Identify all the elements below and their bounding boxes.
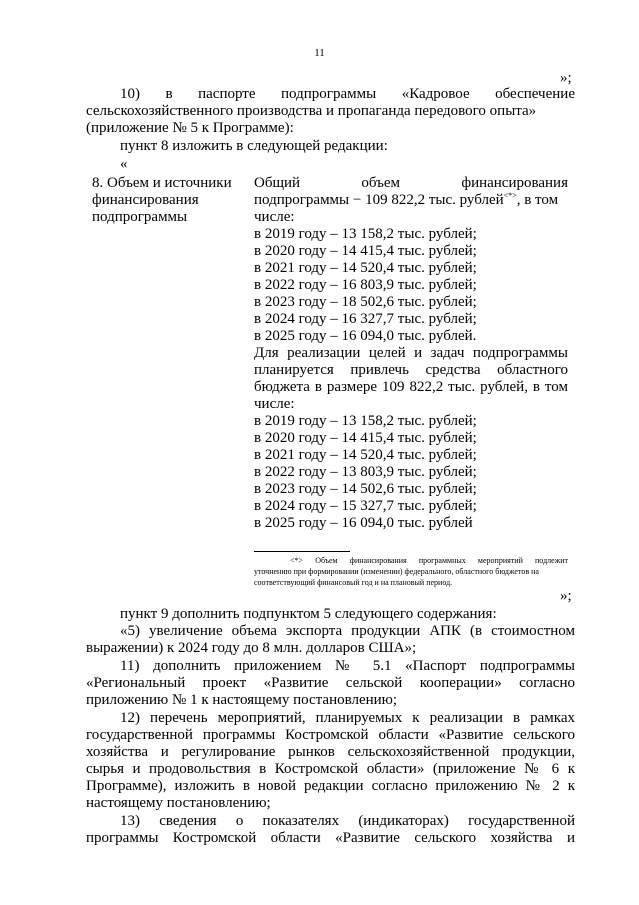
intro-line-3: (приложение № 5 к Программе):: [86, 120, 294, 136]
year-amount: в 2019 году – 13 158,2 тыс. рублей;: [254, 413, 477, 429]
body-line: сырья и продовольствия в Костромской области» (приложение № 6 к: [86, 761, 575, 777]
footnote-text: Объем финансирования программных мероприятий подлежит: [315, 556, 568, 565]
body-line: Программе), изложить в новой редакции согласно приложению № 2 к: [86, 778, 575, 794]
table-right-line-3: числе:: [254, 209, 295, 225]
body-line: программы Костромской области «Развитие сельского хозяйства и: [86, 830, 575, 846]
word: финансирования: [461, 175, 568, 191]
para2-line: Для реализации целей и задач подпрограммы: [254, 345, 568, 361]
year-amount: в 2021 году – 14 520,4 тыс. рублей;: [254, 260, 477, 276]
table-left-line: финансирования: [92, 192, 199, 208]
footnote-line-2: уточнению при формировании (изменении) федерального, областного бюджетов на: [254, 567, 539, 576]
word: обеспечение: [495, 86, 575, 102]
body-line: 11) дополнить приложением № 5.1 «Паспорт подпрограммы: [120, 658, 575, 674]
body-line: выражении) к 2024 году до 8 млн. долларов США»;: [86, 640, 417, 656]
body-line: настоящему постановлению;: [86, 795, 271, 811]
footnote-separator: [254, 551, 350, 552]
body-line: 13) сведения о показателях (индикаторах) государственной: [120, 813, 575, 829]
word: в: [165, 86, 173, 102]
total-amount-text: подпрограммы − 109 822,2 тыс. рублей: [254, 192, 504, 208]
para2-line: бюджета в размере 109 822,2 тыс. рублей, в том: [254, 379, 568, 395]
body-line: 12) перечень мероприятий, планируемых к реализации в рамках: [120, 710, 575, 726]
word: Общий: [254, 175, 301, 191]
table-right-line-1: [254, 175, 568, 192]
year-amount: в 2022 году – 13 803,9 тыс. рублей;: [254, 464, 477, 480]
body-line: пункт 9 дополнить подпунктом 5 следующего содержания:: [120, 606, 497, 622]
word: «Кадровое: [401, 86, 470, 102]
intro-line-1: [120, 86, 575, 103]
closing-quote-bottom: »;: [560, 588, 572, 604]
opening-quote: «: [120, 156, 128, 172]
year-amount: в 2025 году – 16 094,0 тыс. рублей: [254, 515, 473, 531]
body-line: государственной программы Костромской области «Развитие сельского: [86, 727, 575, 743]
para2-line: числе:: [254, 396, 295, 412]
year-amount: в 2023 году – 18 502,6 тыс. рублей;: [254, 294, 477, 310]
table-left-line: 8. Объем и источники: [92, 175, 232, 191]
para2-line: планируется привлечь средства областного: [254, 362, 568, 378]
footnote-mark: <*>: [503, 191, 517, 200]
body-line: хозяйства и регулирование рынков сельскохозяйственной продукции,: [86, 744, 575, 760]
year-amount: в 2021 году – 14 520,4 тыс. рублей;: [254, 447, 477, 463]
table-left-line: подпрограммы: [92, 209, 188, 225]
year-amount: в 2024 году – 16 327,7 тыс. рублей;: [254, 311, 477, 327]
year-amount: в 2023 году – 14 502,6 тыс. рублей;: [254, 481, 477, 497]
footnote-line-3: соответствующий финансовый год и на плановый период.: [254, 578, 453, 587]
word: 10): [120, 86, 140, 102]
intro-line-4: пункт 8 изложить в следующей редакции:: [120, 138, 388, 154]
word: объем: [361, 175, 401, 191]
word: паспорте: [198, 86, 256, 102]
body-line: приложению № 1 к настоящему постановлению;: [86, 692, 398, 708]
footnote-line-1: [254, 555, 568, 566]
year-amount: в 2020 году – 14 415,4 тыс. рублей;: [254, 243, 477, 259]
year-amount: в 2020 году – 14 415,4 тыс. рублей;: [254, 430, 477, 446]
table-right-line-2: [254, 192, 558, 209]
body-line: «5) увеличение объема экспорта продукции АПК (в стоимостном: [120, 623, 575, 639]
footnote-mark: <*>: [290, 556, 304, 565]
year-amount: в 2019 году – 13 158,2 тыс. рублей;: [254, 226, 477, 242]
year-amount: в 2025 году – 16 094,0 тыс. рублей.: [254, 328, 477, 344]
body-line: «Региональный проект «Развитие сельской кооперации» согласно: [86, 675, 575, 691]
year-amount: в 2022 году – 16 803,9 тыс. рублей;: [254, 277, 477, 293]
word: подпрограммы: [281, 86, 377, 102]
page-number: 11: [314, 47, 325, 59]
closing-quote-top: »;: [560, 70, 572, 86]
year-amount: в 2024 году – 15 327,7 тыс. рублей;: [254, 498, 477, 514]
text-fragment: , в том: [516, 192, 559, 208]
intro-line-2: сельскохозяйственного производства и пропаганда передового опыта»: [86, 103, 537, 119]
